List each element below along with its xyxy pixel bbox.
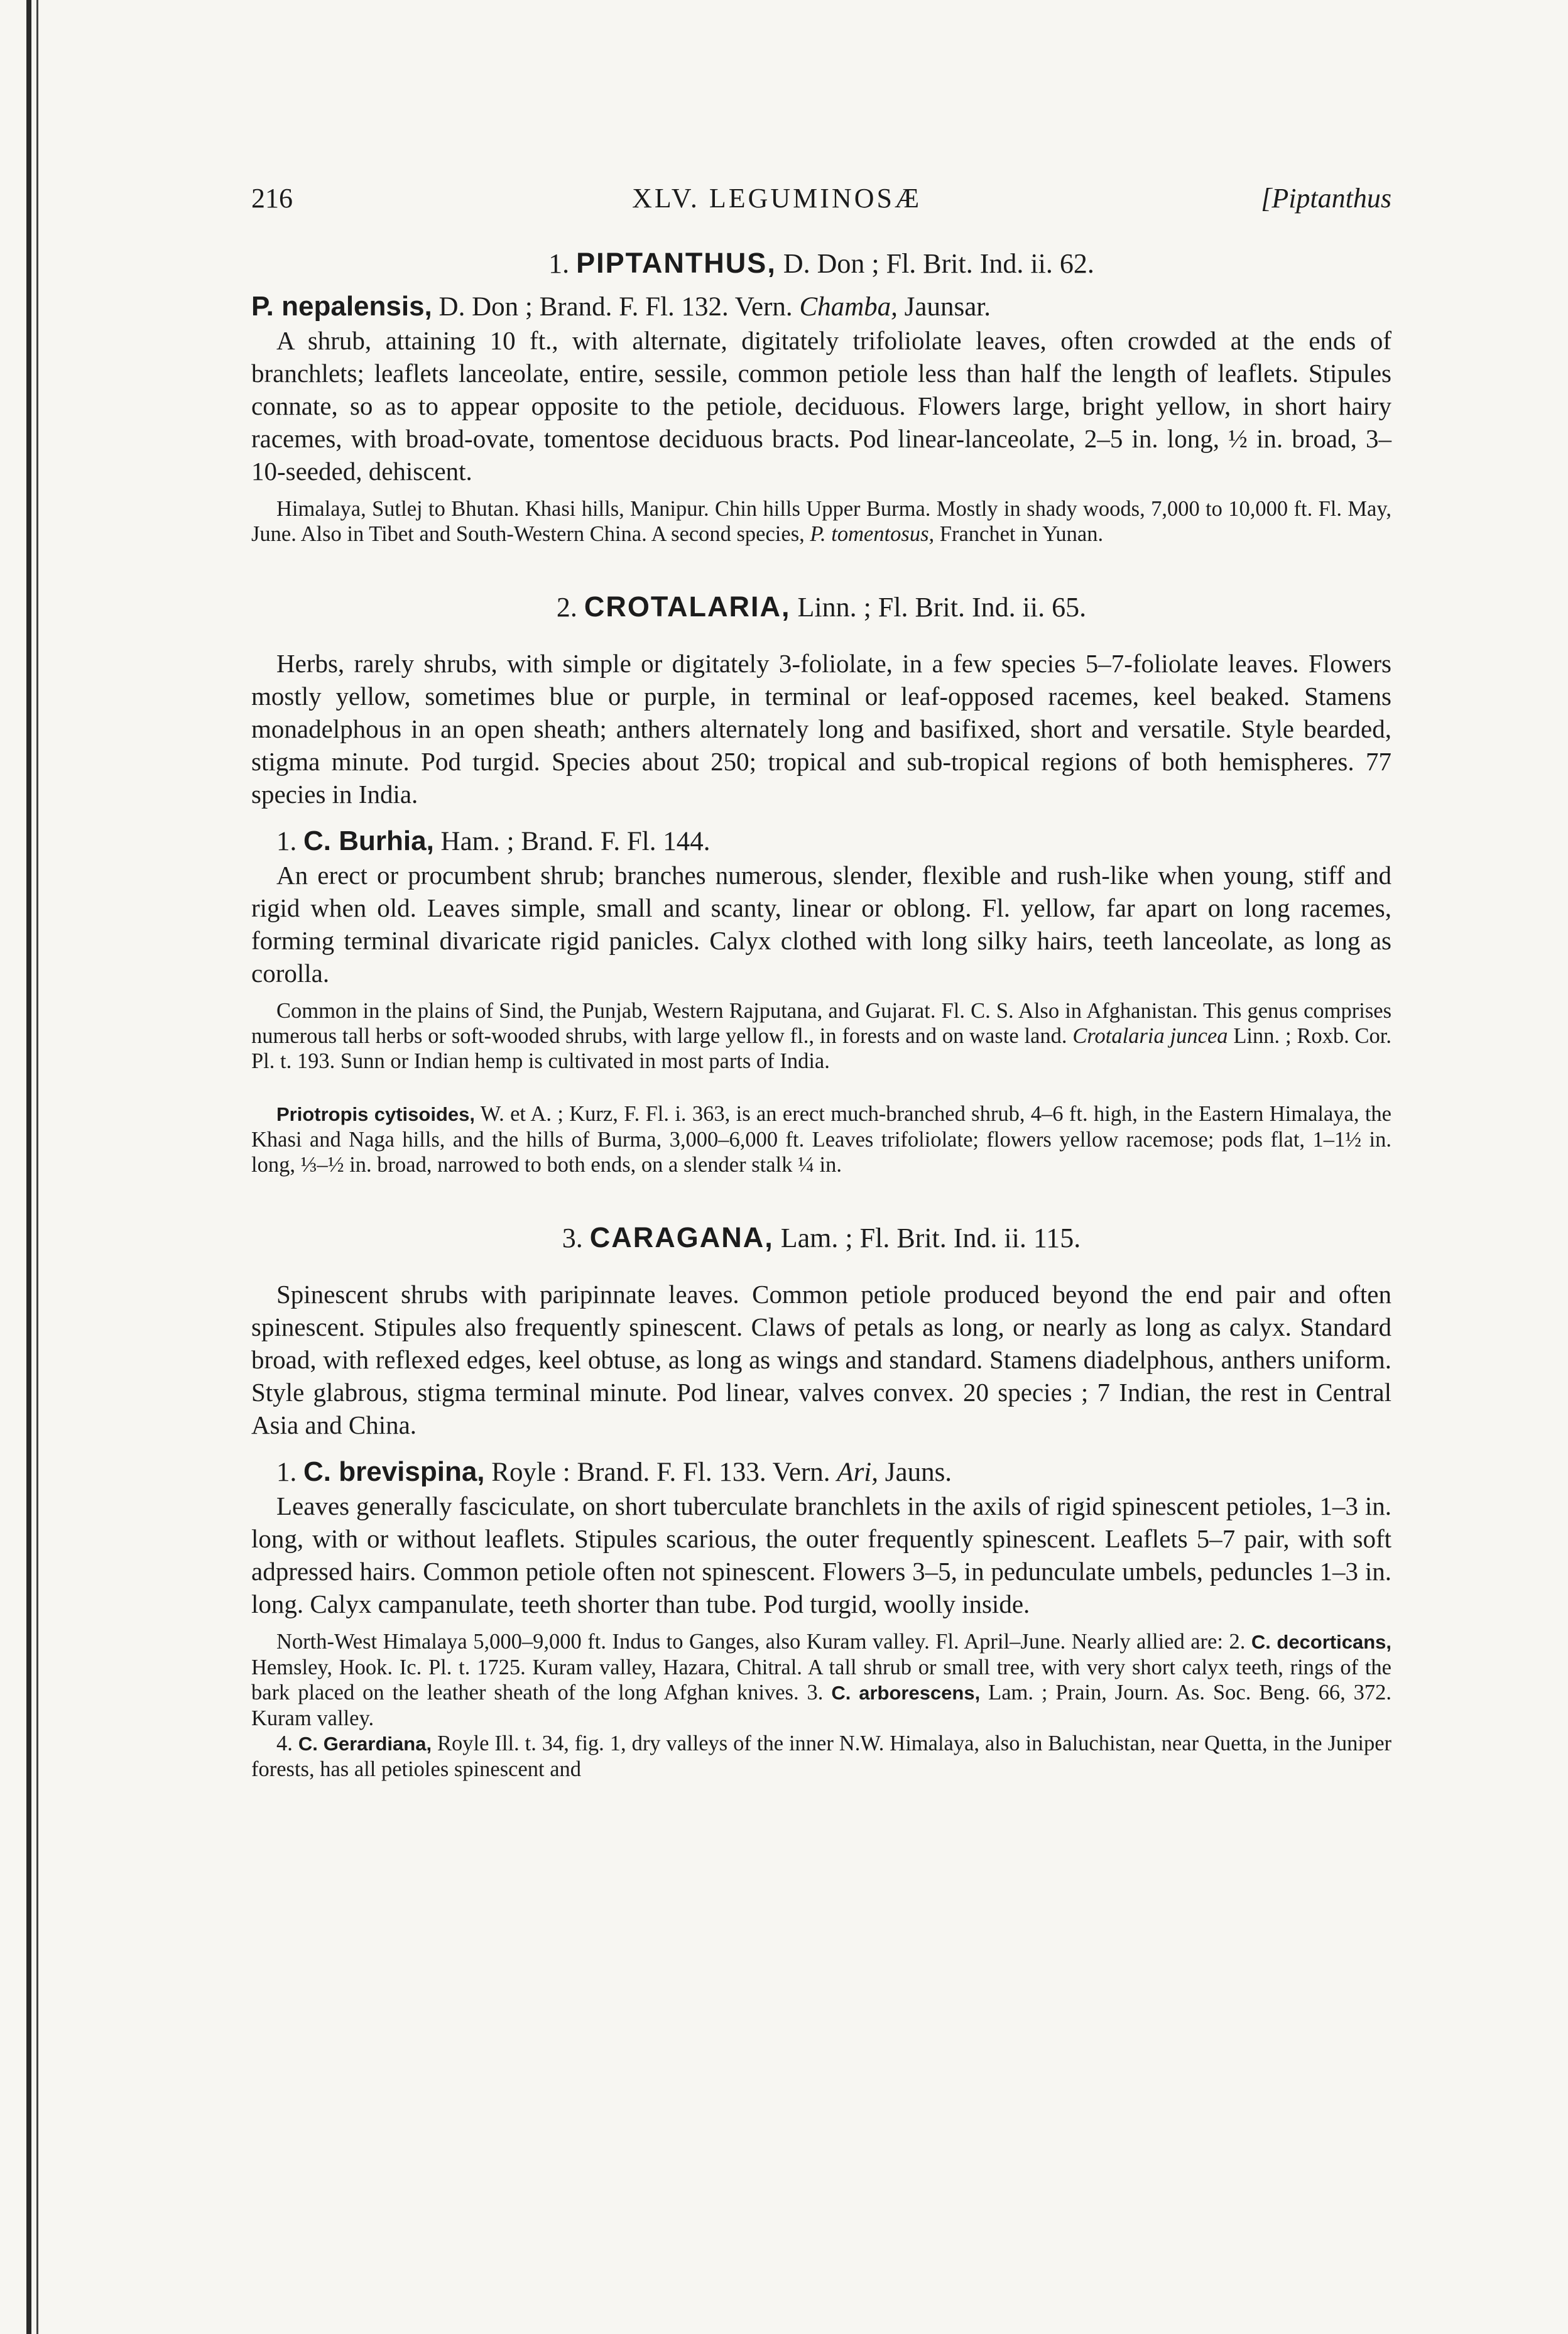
- species-mention-decorticans: C. decorticans,: [1251, 1631, 1392, 1653]
- genus-name: CROTALARIA,: [584, 591, 791, 623]
- section-title: [Piptanthus: [1261, 183, 1391, 214]
- vernacular-name: Ari,: [837, 1458, 878, 1487]
- genus-heading-caragana: [251, 1221, 1391, 1254]
- species-mention-arborescens: C. arborescens,: [831, 1682, 981, 1704]
- distribution-note: [251, 998, 1391, 1074]
- species-heading-c-burhia: [251, 824, 1391, 859]
- distribution-text-4: Royle Ill. t. 34, fig. 1, dry valleys of the inner N.W. Himalaya, also in Baluchistan, near Quetta, in the Juniper forests, has all petioles spinescent and: [251, 1731, 1392, 1781]
- distribution-note: [251, 496, 1391, 547]
- genus-number: 3.: [562, 1223, 583, 1253]
- distribution-text-end: Linn. ; Roxb. Cor. Pl. t. 193. Sunn or Indian hemp is cultivated in most parts of India.: [251, 1024, 1392, 1073]
- page-binding-edge: [26, 0, 31, 2334]
- genus-description: Herbs, rarely shrubs, with simple or digitately 3-foliolate, in a few species 5–7-foliolate leaves. Flowers mostly yellow, sometimes blue or purple, in terminal or leaf-opposed racemes, keel beaked. Stamens monadelphous in an open sheath; anthers alternately long and basifixed, short and versatile. Style bearded, stigma minute. Pod turgid. Species about 250; tropical and sub-tropical regions of both hemispheres. 77 species in India.: [251, 649, 1391, 809]
- genus-authority: Lam. ; Fl. Brit. Ind. ii. 115.: [780, 1223, 1081, 1253]
- genus-authority: Linn. ; Fl. Brit. Ind. ii. 65.: [797, 592, 1087, 623]
- species-number: 1.: [276, 827, 297, 856]
- vernacular-locality: Jaunsar.: [904, 292, 991, 322]
- species-reference: Royle : Brand. F. Fl. 133. Vern.: [491, 1458, 830, 1487]
- species-mention-gerardiana: C. Gerardiana,: [298, 1733, 432, 1755]
- species-reference: Ham. ; Brand. F. Fl. 144.: [440, 827, 710, 856]
- genus-description: Spinescent shrubs with paripinnate leaves. Common petiole produced beyond the end pair and often spinescent. Stipules also frequently spinescent. Claws of petals as long, or nearly as long as calyx. Standard broad, with reflexed edges, keel obtuse, as long as wings and standard. Stamens diadelphous, anthers uniform. Style glabrous, stigma terminal minute. Pod linear, valves convex. 20 species ; 7 Indian, the rest in Central Asia and China.: [251, 1280, 1391, 1439]
- species-name: Priotropis cytisoides,: [276, 1103, 475, 1125]
- genus-authority: D. Don ; Fl. Brit. Ind. ii. 62.: [783, 248, 1094, 279]
- distribution-text: Common in the plains of Sind, the Punjab, Western Rajputana, and Gujarat. Fl. C. S. Also in Afghanistan. This genus comprises numerous tall herbs or soft-wooded shrubs, with large yellow fl., in forests and on waste land.: [251, 999, 1391, 1048]
- species-mention: P. tomentosus,: [810, 522, 935, 546]
- distribution-text-end: Franchet in Yunan.: [939, 522, 1104, 546]
- species-description: Leaves generally fasciculate, on short tuberculate branchlets in the axils of rigid spinescent petioles, 1–3 in. long, with or without leaflets. Stipules scarious, the outer frequently spinescent. Leaflets 5–7 pair, with soft adpressed hairs. Common petiole often not spinescent. Flowers 3–5, in pedunculate umbels, peduncles 1–3 in. long. Calyx campanulate, teeth shorter than tube. Pod turgid, woolly inside.: [251, 1491, 1391, 1618]
- distribution-text: North-West Himalaya 5,000–9,000 ft. Indus to Ganges, also Kuram valley. Fl. April–June. Nearly allied are: 2.: [276, 1630, 1246, 1654]
- vernacular-locality: Jauns.: [885, 1458, 952, 1487]
- priotropis-note: [251, 1101, 1391, 1177]
- species-name: C. Burhia,: [303, 826, 434, 856]
- genus-name: PIPTANTHUS,: [576, 247, 776, 279]
- species-number: 1.: [276, 1458, 297, 1487]
- species-name: P. nepalensis,: [251, 291, 432, 322]
- distribution-text: Himalaya, Sutlej to Bhutan. Khasi hills, Manipur. Chin hills Upper Burma. Mostly in shady woods, 7,000 to 10,000 ft. Fl. May, June. Also in Tibet and South-Western China. A second species,: [251, 497, 1391, 546]
- species-name: C. brevispina,: [303, 1456, 485, 1487]
- species-description: An erect or procumbent shrub; branches numerous, slender, flexible and rush-like when young, stiff and rigid when old. Leaves simple, small and scanty, linear or oblong. Fl. yellow, far apart on long racemes, forming terminal divaricate rigid panicles. Calyx clothed with long silky hairs, teeth lanceolate, as long as corolla.: [251, 861, 1391, 988]
- running-header: [251, 182, 1391, 214]
- running-title: XLV. LEGUMINOSÆ: [632, 183, 922, 214]
- page-number: 216: [251, 183, 293, 214]
- page-content: [251, 182, 1391, 1782]
- species-heading-p-nepalensis: [251, 290, 1391, 324]
- genus-number: 1.: [548, 248, 570, 279]
- distribution-text-2: Hemsley, Hook. Ic. Pl. t. 1725. Kuram valley, Hazara, Chitral. A tall shrub or small tree, with very short calyx teeth, rings of the bark placed on the leather sheath of the long Afghan knives. 3.: [251, 1655, 1391, 1704]
- genus-number: 2.: [556, 592, 577, 623]
- genus-name: CARAGANA,: [589, 1221, 774, 1253]
- distribution-number-4: 4.: [276, 1731, 293, 1755]
- species-reference: D. Don ; Brand. F. Fl. 132. Vern.: [438, 292, 793, 322]
- genus-heading-piptanthus: [251, 247, 1391, 280]
- species-description: A shrub, attaining 10 ft., with alternate, digitately trifoliolate leaves, often crowded at the ends of branchlets; leaflets lanceolate, entire, sessile, common petiole less than half the length of leaflets. Stipules connate, so as to appear opposite to the petiole, deciduous. Flowers large, bright yellow, in short hairy racemes, with broad-ovate, tomentose deciduous bracts. Pod linear-lanceolate, 2–5 in. long, ½ in. broad, 3–10-seeded, dehiscent.: [251, 326, 1391, 486]
- vernacular-name: Chamba,: [799, 292, 898, 322]
- page-binding-line: [36, 0, 38, 2334]
- distribution-note: [251, 1629, 1391, 1782]
- species-mention: Crotalaria juncea: [1072, 1024, 1228, 1048]
- species-heading-c-brevispina: [251, 1455, 1391, 1490]
- note-text: W. et A. ; Kurz, F. Fl. i. 363, is an erect much-branched shrub, 4–6 ft. high, in the Eastern Himalaya, the Khasi and Naga hills, and the hills of Burma, 3,000–6,000 ft. Leaves trifoliolate; flowers yellow racemose; pods flat, 1–1½ in. long, ⅓–½ in. broad, narrowed to both ends, on a slender stalk ¼ in.: [251, 1102, 1391, 1177]
- genus-heading-crotalaria: [251, 591, 1391, 623]
- distribution-text-3: Lam. ; Prain, Journ. As. Soc. Beng. 66, 372. Kuram valley.: [251, 1681, 1392, 1730]
